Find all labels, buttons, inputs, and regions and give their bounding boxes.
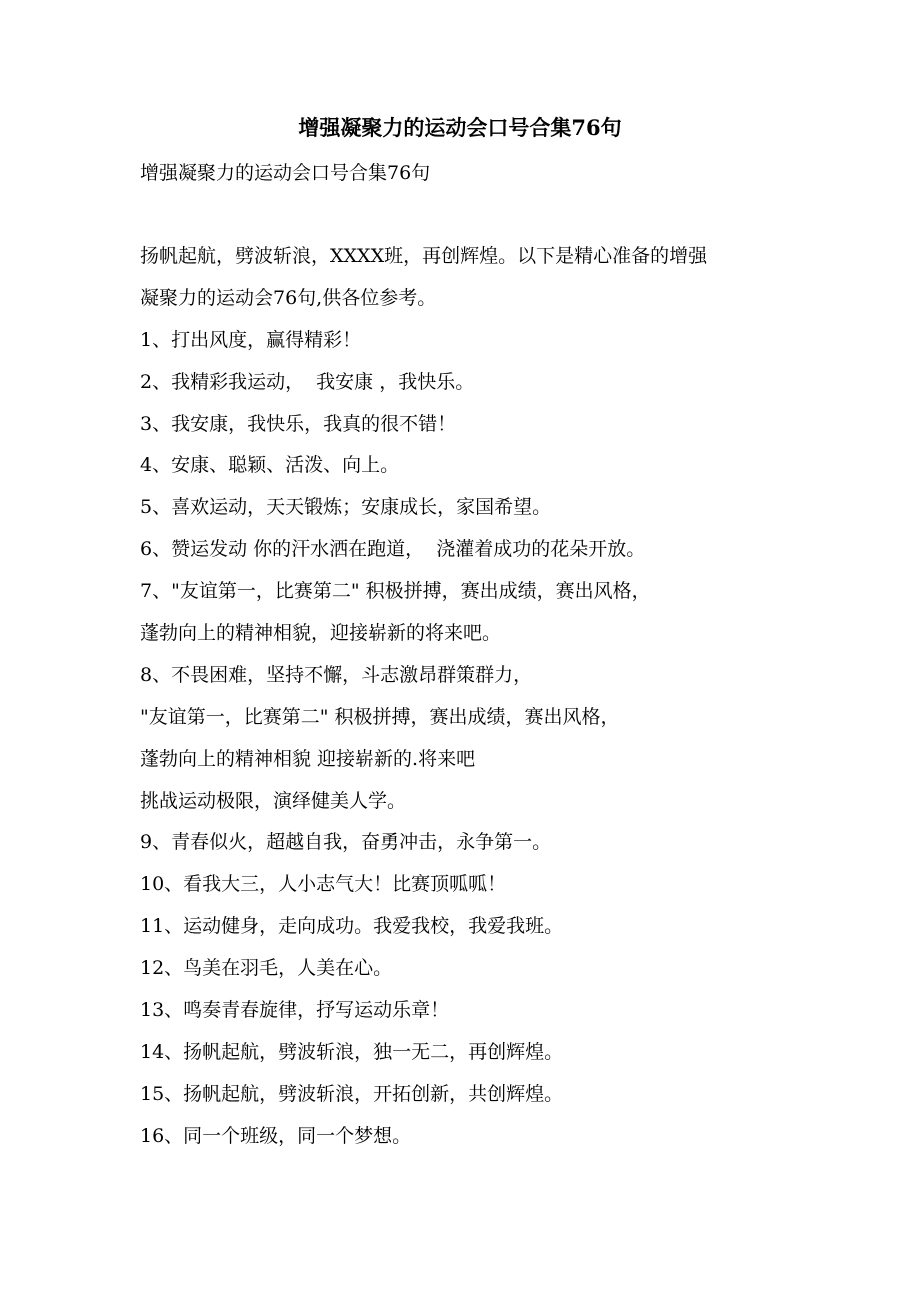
text-line: 凝聚力的运动会76句,供各位参考。 (140, 286, 437, 309)
slogan-item: 蓬勃向上的精神相貌，迎接崭新的将来吧。 (140, 622, 502, 645)
slogan-item: 12、鸟美在羽毛，人美在心。 (140, 957, 393, 980)
slogan-item: 11、运动健身，走向成功。我爱我校，我爱我班。 (140, 915, 564, 938)
slogan-item: 8、不畏困难，坚持不懈，斗志激昂群策群力， (140, 663, 533, 686)
slogan-item: 4、安康、聪颖、活泼、向上。 (140, 454, 400, 477)
slogan-item: 6、赞运发动 你的汗水洒在跑道， 浇灌着成功的花朵开放。 (140, 538, 646, 561)
text-line: 扬帆起航，劈波斩浪，XXXX班，再创辉煌。以下是精心准备的增强 (140, 245, 708, 267)
slogan-item: 1、打出风度，赢得精彩！ (140, 328, 362, 351)
slogan-item: 14、扬帆起航，劈波斩浪，独一无二，再创辉煌。 (140, 1040, 564, 1063)
slogan-item: 5、喜欢运动，天天锻炼；安康成长，家国希望。 (140, 496, 552, 519)
slogan-item: 9、青春似火，超越自我，奋勇冲击，永争第一。 (140, 831, 552, 854)
slogan-item: 16、同一个班级，同一个梦想。 (140, 1124, 412, 1147)
slogan-item: 13、鸣奏青春旋律，抒写运动乐章！ (140, 999, 450, 1022)
slogan-item: 3、我安康，我快乐，我真的很不错！ (140, 412, 457, 435)
document-title: 增强凝聚力的运动会口号合集76句 (298, 115, 622, 140)
slogan-item: 挑战运动极限，演绎健美人学。 (140, 789, 407, 812)
slogan-item: "友谊第一，比赛第二" 积极拼搏，赛出成绩，赛出风格， (140, 705, 620, 728)
slogan-item: 蓬勃向上的精神相貌 迎接崭新的.将来吧 (140, 747, 476, 770)
slogan-item: 10、看我大三，人小志气大！比赛顶呱呱！ (140, 873, 507, 896)
slogan-item: 15、扬帆起航，劈波斩浪，开拓创新，共创辉煌。 (140, 1082, 564, 1105)
slogan-item: 2、我精彩我运动， 我安康 ，我快乐。 (140, 370, 475, 393)
document-body (140, 241, 790, 1163)
document-subtitle: 增强凝聚力的运动会口号合集76句 (140, 162, 431, 184)
slogan-item: 7、"友谊第一，比赛第二" 积极拼搏，赛出成绩，赛出风格， (140, 580, 651, 603)
